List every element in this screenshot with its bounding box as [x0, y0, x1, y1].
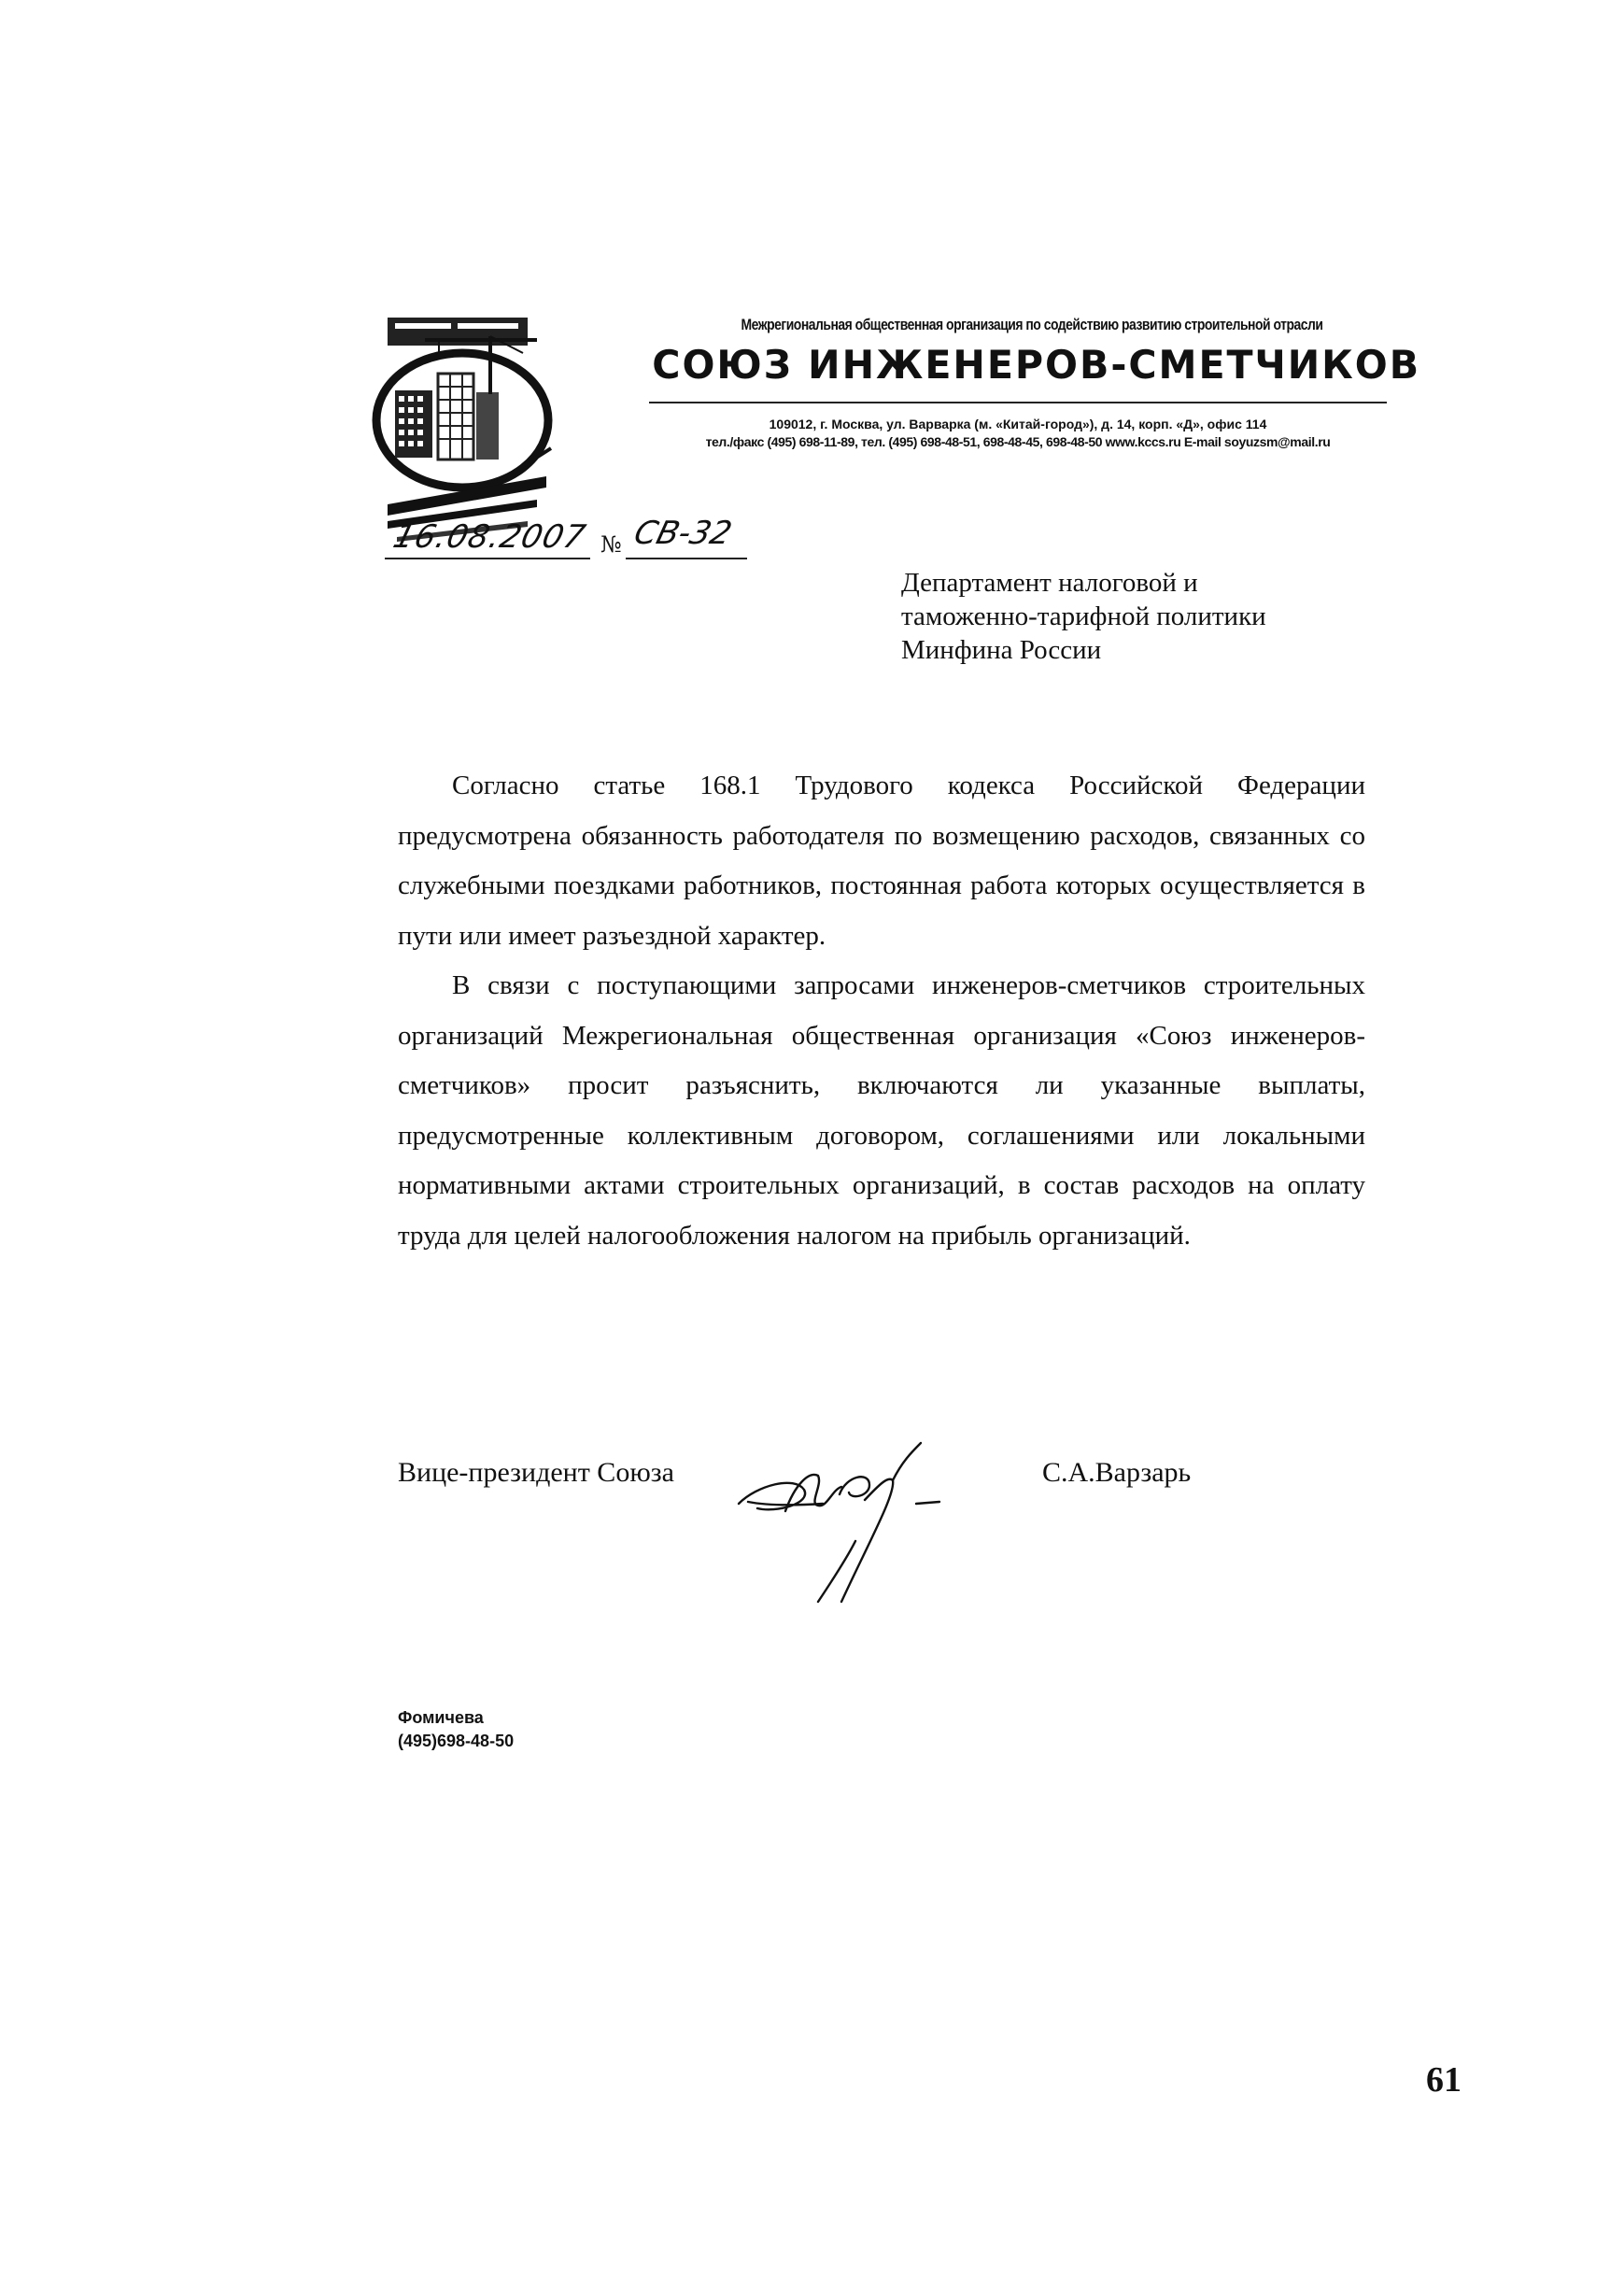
- letterhead-divider: [649, 402, 1387, 403]
- org-subtitle: Межрегиональная общественная организация по содействию развитию строительной отрасли: [741, 316, 1323, 333]
- letterhead-header: [644, 316, 1419, 388]
- executor-contact: [398, 1706, 514, 1753]
- signer-name: С.А.Варзарь: [1042, 1457, 1192, 1488]
- addressee-line: Департамент налоговой и: [901, 568, 1198, 598]
- date-underline: [385, 558, 590, 559]
- organization-logo: [369, 308, 556, 542]
- letterhead-address: [616, 416, 1419, 451]
- signature-block: [398, 1438, 1378, 1625]
- org-name: СОЮЗ ИНЖЕНЕРОВ-СМЕТЧИКОВ: [652, 342, 1421, 388]
- number-sign: №: [600, 531, 622, 558]
- body-paragraph: Согласно статье 168.1 Трудового кодекса Российской Федерации предусмотрена обязанность работодателя по возмещению расходов, связанных со служебными поездками работников, постоянная работа которых осуществляется в пути или имеет разъездной характер.: [398, 771, 1365, 951]
- handwritten-signature: [729, 1438, 953, 1606]
- signer-title: Вице-президент Союза: [398, 1457, 674, 1488]
- executor-phone: (495)698-48-50: [398, 1732, 515, 1750]
- body-paragraph: В связи с поступающими запросами инженеров-сметчиков строительных организаций Межрегиональная общественная организация «Союз инженеров-сметчиков» просит разъяснить, включаются ли указанные выплаты, предусмотренные коллективным договором, соглашениями или локальными нормативными актами строительных организаций, в состав расходов на оплату труда для целей налогообложения налогом на прибыль организаций.: [398, 970, 1365, 1251]
- number-underline: [626, 558, 747, 559]
- contacts-line: тел./факс (495) 698-11-89, тел. (495) 698-48-51, 698-48-45, 698-48-50 www.kccs.ru E-mail soyuzsm@mail.ru: [705, 434, 1331, 449]
- addressee-block: [901, 566, 1266, 667]
- outgoing-reference: [374, 515, 775, 565]
- addressee-line: Минфина России: [901, 635, 1102, 665]
- letter-body: [398, 761, 1365, 1261]
- address-line: 109012, г. Москва, ул. Варварка (м. «Китай-город»), д. 14, корп. «Д», офис 114: [769, 417, 1267, 431]
- executor-name: Фомичева: [398, 1708, 484, 1727]
- outgoing-number: СВ-32: [630, 515, 736, 552]
- page-number: 61: [1426, 2060, 1462, 2100]
- outgoing-date: 16.08.2007: [389, 518, 590, 556]
- addressee-line: таможенно-тарифной политики: [901, 601, 1266, 631]
